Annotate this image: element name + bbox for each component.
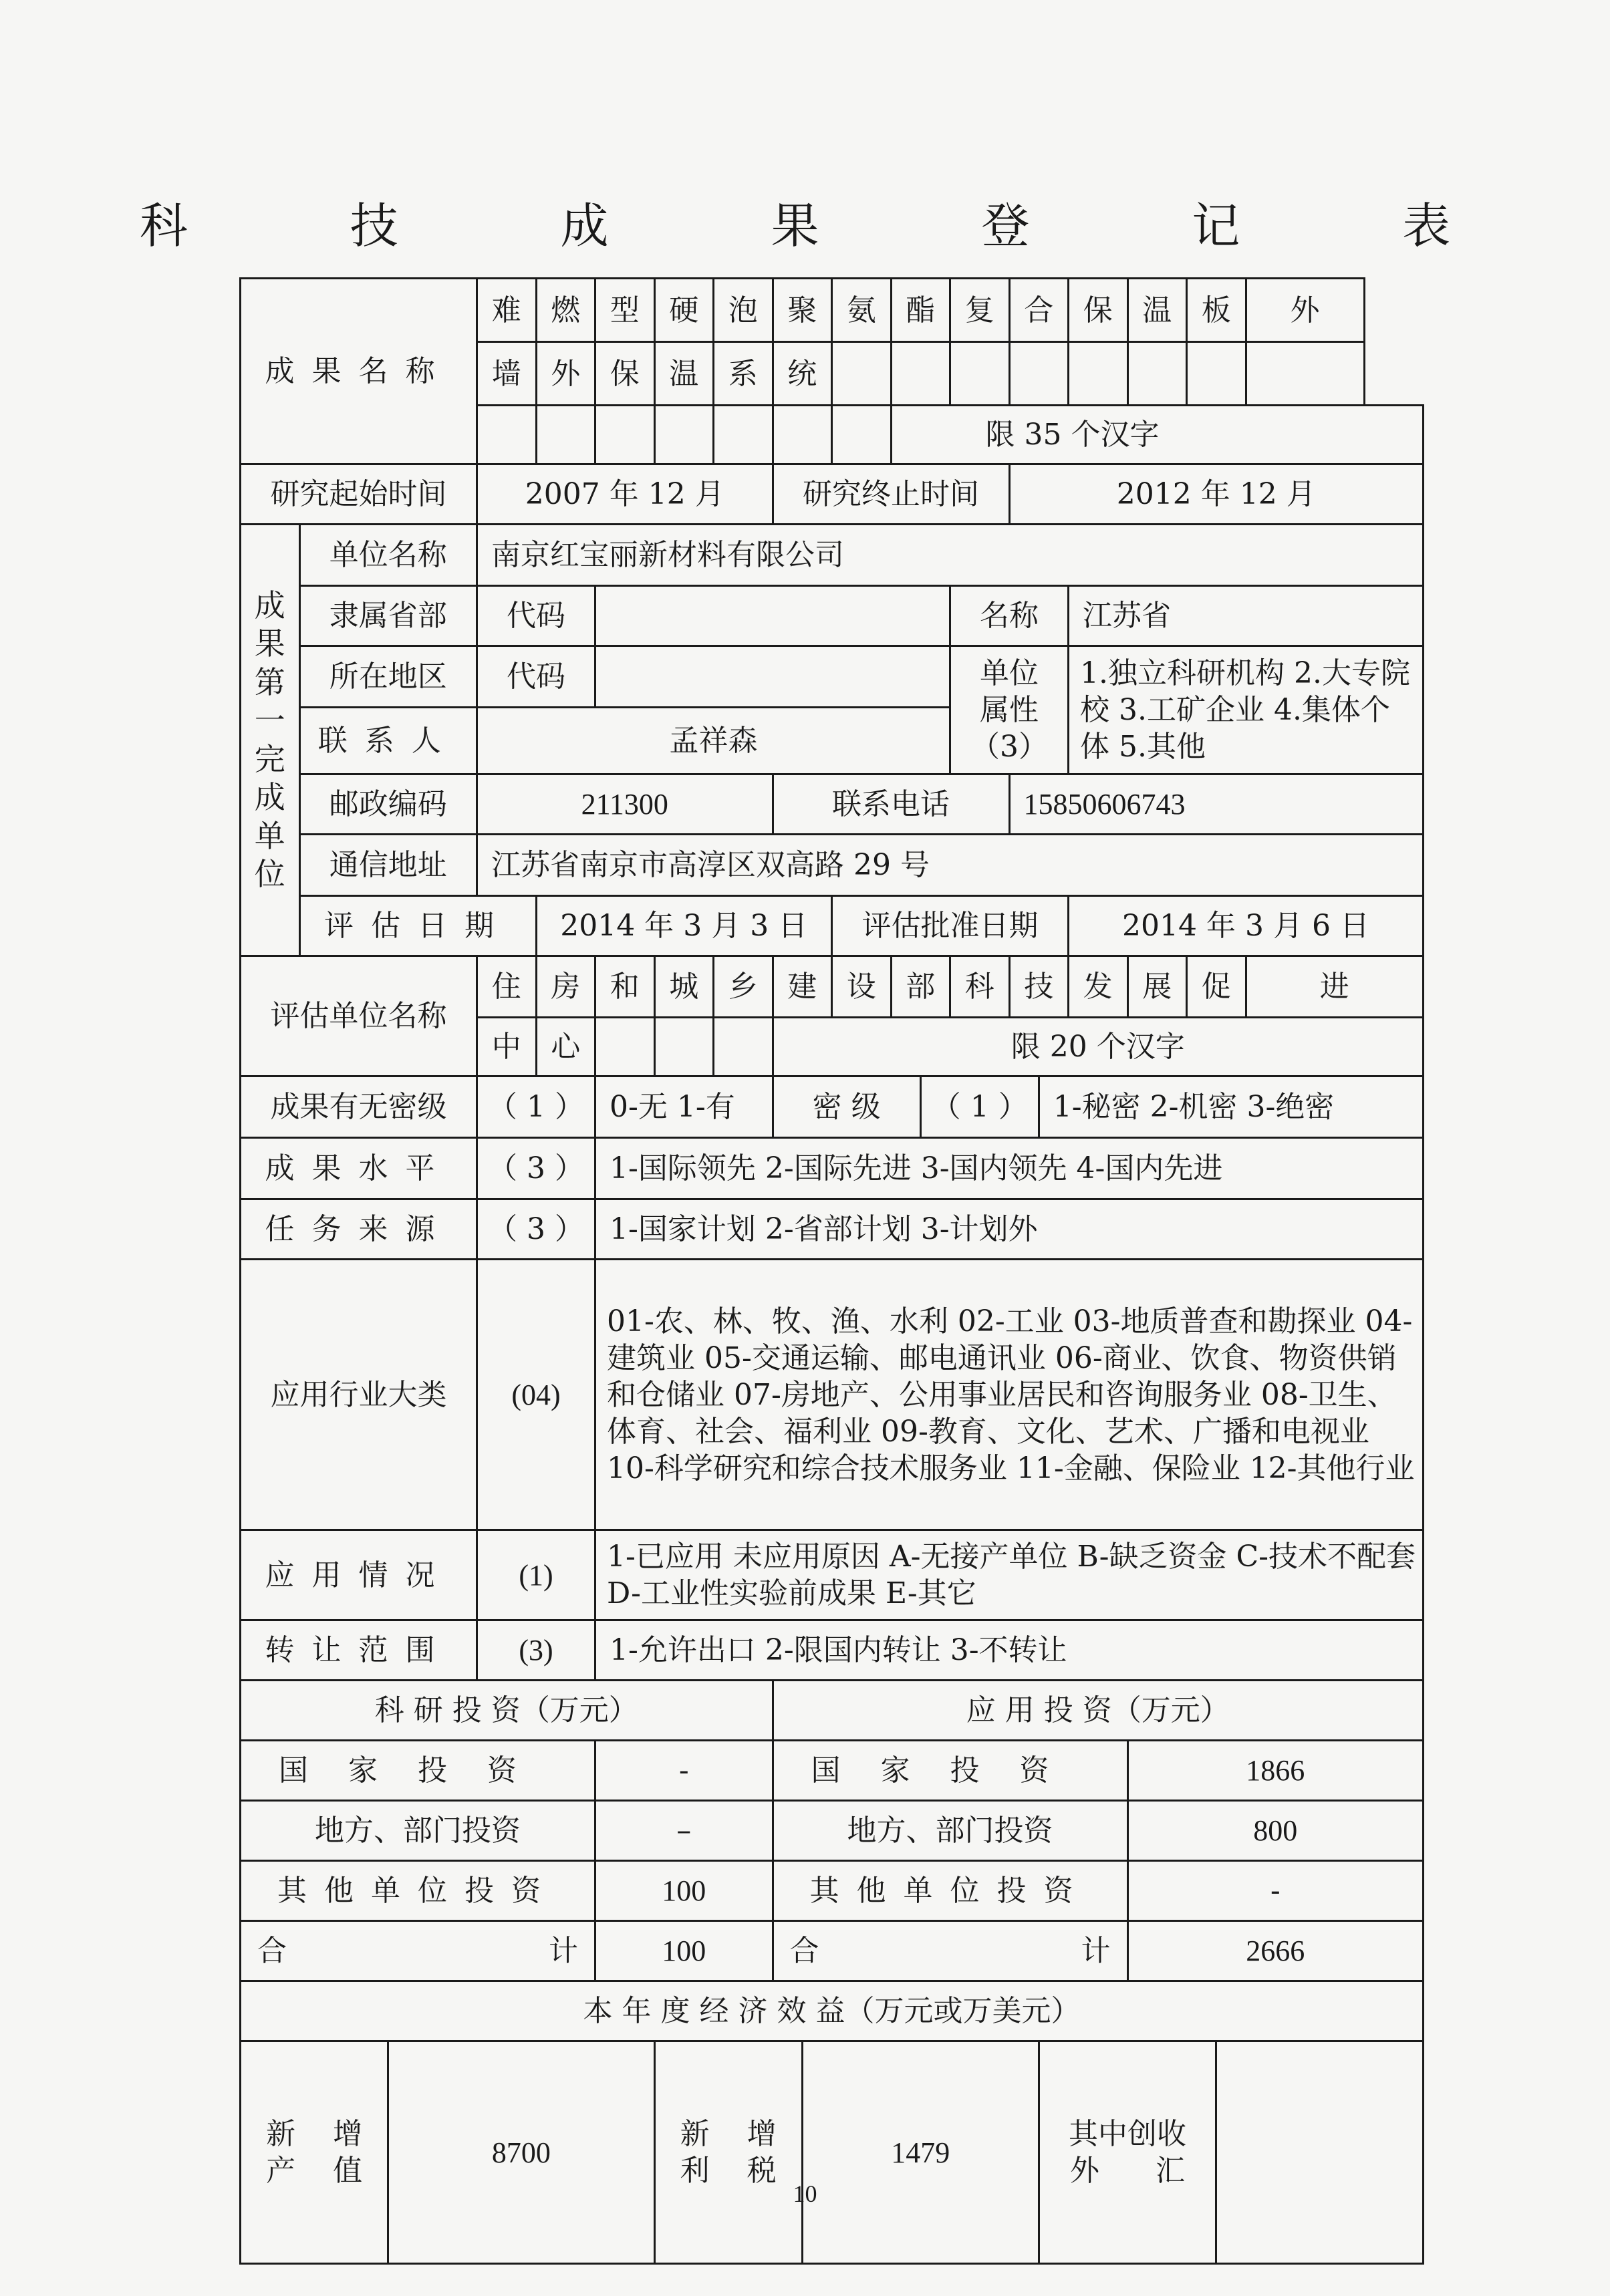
contact-value: 孟祥森 — [477, 708, 950, 774]
apply-other-label: 其他单位投资 — [773, 1861, 1127, 1921]
eval-org-char — [654, 1018, 714, 1077]
unit-group-label: 成果第一完成单位 — [241, 525, 300, 956]
new-tax-label: 新 增 利 税 — [654, 2041, 802, 2264]
eval-org-char: 建 — [773, 956, 832, 1018]
apply-total-label: 合 计 — [773, 1921, 1127, 1981]
eval-org-char: 住 — [477, 956, 537, 1018]
transfer-value: (3) — [477, 1620, 595, 1681]
name-char: 温 — [1127, 279, 1187, 342]
apply-local-value: 800 — [1127, 1801, 1424, 1861]
level-options: 1-国际领先 2-国际先进 3-国内领先 4-国内先进 — [595, 1138, 1424, 1199]
name-char — [832, 342, 892, 406]
name-char — [832, 406, 892, 464]
industry-value: (04) — [477, 1260, 595, 1530]
source-value: （ 3 ） — [477, 1199, 595, 1260]
form-title: 科 技 成 果 登 记 表 — [139, 198, 1524, 254]
research-total-value: 100 — [595, 1921, 773, 1981]
application-options: 1-已应用 未应用原因 A-无接产单位 B-缺乏资金 C-技术不配套 D-工业性实验前成果 E-其它 — [595, 1530, 1424, 1620]
end-time-label: 研究终止时间 — [773, 464, 1009, 525]
end-time-value: 2012 年 12 月 — [1009, 464, 1424, 525]
name-char: 型 — [595, 279, 655, 342]
name-char: 板 — [1187, 279, 1246, 342]
name-label: 成果名称 — [241, 279, 477, 464]
name-char — [477, 406, 537, 464]
start-time-label: 研究起始时间 — [241, 464, 477, 525]
name-char — [1127, 342, 1187, 406]
name-char: 系 — [714, 342, 773, 406]
eval-org-char: 和 — [595, 956, 655, 1018]
name-char: 酯 — [891, 279, 950, 342]
name-char: 保 — [595, 342, 655, 406]
name-char — [595, 406, 655, 464]
name-char: 统 — [773, 342, 832, 406]
secret-level-options: 1-秘密 2-机密 3-绝密 — [1039, 1077, 1423, 1138]
name-char — [1187, 342, 1246, 406]
fx-income-label: 其中创收 外 汇 — [1039, 2041, 1216, 2264]
ministry-name-value: 江苏省 — [1069, 586, 1424, 646]
unit-name-value: 南京红宝丽新材料有限公司 — [477, 525, 1424, 586]
name-char: 聚 — [773, 279, 832, 342]
region-code-label: 代码 — [477, 646, 595, 708]
name-char — [891, 342, 950, 406]
eval-org-char: 房 — [536, 956, 595, 1018]
eval-approve-label: 评估批准日期 — [832, 896, 1069, 956]
eval-org-char: 心 — [536, 1018, 595, 1077]
benefit-header: 本 年 度 经 济 效 益（万元或万美元） — [241, 1981, 1424, 2041]
name-limit-note: 限 35 个汉字 — [891, 406, 1424, 464]
secret-label: 成果有无密级 — [241, 1077, 477, 1138]
name-char — [1009, 342, 1069, 406]
apply-invest-header: 应 用 投 资（万元） — [773, 1681, 1424, 1741]
research-other-value: 100 — [595, 1861, 773, 1921]
eval-org-label: 评估单位名称 — [241, 956, 477, 1077]
eval-org-limit-note: 限 20 个汉字 — [773, 1018, 1424, 1077]
ministry-code-label: 代码 — [477, 586, 595, 646]
eval-org-char: 技 — [1009, 956, 1069, 1018]
contact-label: 联系人 — [299, 708, 477, 774]
research-local-value: – — [595, 1801, 773, 1861]
apply-national-label: 国家投资 — [773, 1741, 1127, 1801]
source-options: 1-国家计划 2-省部计划 3-计划外 — [595, 1199, 1424, 1260]
address-label: 通信地址 — [299, 835, 477, 896]
name-char: 外 — [536, 342, 595, 406]
research-total-label: 合 计 — [241, 1921, 595, 1981]
address-value: 江苏省南京市高淳区双高路 29 号 — [477, 835, 1424, 896]
name-char: 硬 — [654, 279, 714, 342]
application-value: (1) — [477, 1530, 595, 1620]
eval-org-char: 设 — [832, 956, 892, 1018]
industry-label: 应用行业大类 — [241, 1260, 477, 1530]
phone-value: 15850606743 — [1009, 774, 1424, 835]
name-char: 保 — [1069, 279, 1128, 342]
name-char: 温 — [654, 342, 714, 406]
research-other-label: 其他单位投资 — [241, 1861, 595, 1921]
postcode-value: 211300 — [477, 774, 773, 835]
eval-org-char — [595, 1018, 655, 1077]
eval-approve-value: 2014 年 3 月 6 日 — [1069, 896, 1424, 956]
eval-org-char: 展 — [1127, 956, 1187, 1018]
ministry-name-label: 名称 — [950, 586, 1069, 646]
registration-table — [239, 277, 1424, 2265]
source-label: 任务来源 — [241, 1199, 477, 1260]
unit-nature-label: 单位属性（3） — [950, 646, 1069, 774]
name-char — [714, 406, 773, 464]
postcode-label: 邮政编码 — [299, 774, 477, 835]
name-char: 氨 — [832, 279, 892, 342]
eval-org-char: 发 — [1069, 956, 1128, 1018]
unit-name-label: 单位名称 — [299, 525, 477, 586]
ministry-code-value — [595, 586, 950, 646]
phone-label: 联系电话 — [773, 774, 1009, 835]
research-national-value: - — [595, 1741, 773, 1801]
eval-date-label: 评估日期 — [299, 896, 536, 956]
name-char — [773, 406, 832, 464]
eval-org-char: 乡 — [714, 956, 773, 1018]
name-char: 难 — [477, 279, 537, 342]
eval-org-char: 中 — [477, 1018, 537, 1077]
apply-local-label: 地方、部门投资 — [773, 1801, 1127, 1861]
research-local-label: 地方、部门投资 — [241, 1801, 595, 1861]
new-output-value: 8700 — [388, 2041, 654, 2264]
apply-other-value: - — [1127, 1861, 1424, 1921]
transfer-label: 转让范围 — [241, 1620, 477, 1681]
name-char: 复 — [950, 279, 1010, 342]
name-char: 合 — [1009, 279, 1069, 342]
region-label: 所在地区 — [299, 646, 477, 708]
secret-options: 0-无 1-有 — [595, 1077, 773, 1138]
application-label: 应用情况 — [241, 1530, 477, 1620]
name-char — [1069, 342, 1128, 406]
eval-org-char: 进 — [1246, 956, 1424, 1018]
level-label: 成果水平 — [241, 1138, 477, 1199]
eval-org-char: 部 — [891, 956, 950, 1018]
new-tax-value: 1479 — [802, 2041, 1039, 2264]
name-char: 墙 — [477, 342, 537, 406]
name-char: 泡 — [714, 279, 773, 342]
name-char: 燃 — [536, 279, 595, 342]
industry-options: 01-农、林、牧、渔、水利 02-工业 03-地质普查和勘探业 04-建筑业 05-交通运输、邮电通讯业 06-商业、饮食、物资供销和仓储业 07-房地产、公用事业居民和咨询服务业 08-卫生、体育、社会、福利业 09-教育、文化、艺术、广播和电视业 10-科学研究和综合技术服务业 11-金融、保险业 12-其他行业 — [595, 1260, 1424, 1530]
apply-national-value: 1866 — [1127, 1741, 1424, 1801]
eval-date-value: 2014 年 3 月 3 日 — [536, 896, 832, 956]
ministry-label: 隶属省部 — [299, 586, 477, 646]
fx-income-value — [1216, 2041, 1424, 2264]
secret-value: （ 1 ） — [477, 1077, 595, 1138]
eval-org-char: 科 — [950, 956, 1010, 1018]
secret-level-label: 密 级 — [773, 1077, 920, 1138]
eval-org-char: 促 — [1187, 956, 1246, 1018]
transfer-options: 1-允许出口 2-限国内转让 3-不转让 — [595, 1620, 1424, 1681]
region-code-value — [595, 646, 950, 708]
name-char: 外 — [1246, 279, 1364, 342]
new-output-label: 新 增 产 值 — [241, 2041, 388, 2264]
eval-org-char: 城 — [654, 956, 714, 1018]
name-char — [950, 342, 1010, 406]
start-time-value: 2007 年 12 月 — [477, 464, 773, 525]
name-char — [536, 406, 595, 464]
research-invest-header: 科 研 投 资（万元） — [241, 1681, 773, 1741]
apply-total-value: 2666 — [1127, 1921, 1424, 1981]
page-number: 10 — [793, 2180, 817, 2207]
level-value: （ 3 ） — [477, 1138, 595, 1199]
secret-level-value: （ 1 ） — [920, 1077, 1039, 1138]
eval-org-char — [714, 1018, 773, 1077]
name-char — [654, 406, 714, 464]
research-national-label: 国家投资 — [241, 1741, 595, 1801]
unit-nature-options: 1.独立科研机构 2.大专院校 3.工矿企业 4.集体个体 5.其他 — [1069, 646, 1424, 774]
name-char — [1246, 342, 1364, 406]
